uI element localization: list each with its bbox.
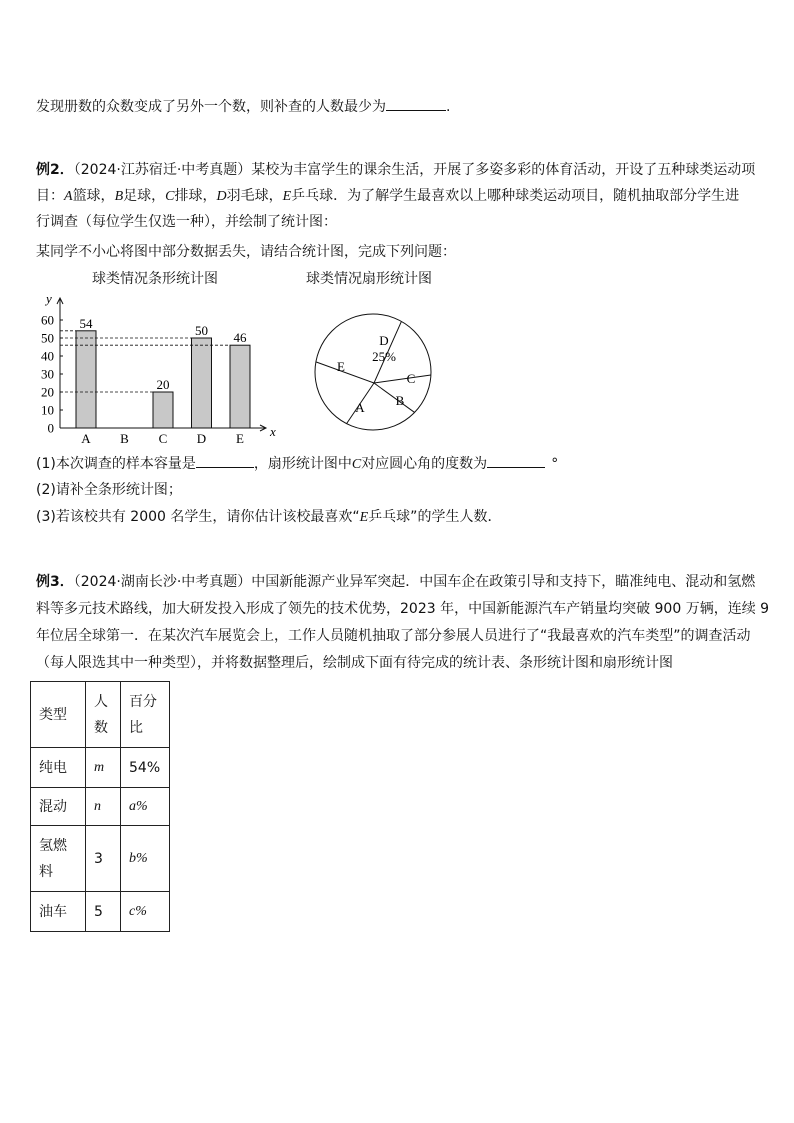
y-tick-label: 20	[41, 384, 54, 400]
table-cell: 混动	[31, 788, 86, 826]
example2-line4	[36, 242, 456, 262]
example3-text: 料等多元技术路线，加大研发投入形成了领先的技术优势，2023 年，中国新能源汽车产销量均突破 900 万辆，连续 9	[36, 601, 770, 617]
option-letter: E	[282, 189, 292, 204]
y-tick-label: 40	[41, 348, 54, 364]
bar-value-label: 54	[79, 315, 93, 331]
answer-blank[interactable]	[487, 453, 545, 468]
option-text: 排球，	[174, 188, 217, 204]
option-text: 乒乓球．为了解学生最喜欢以上哪种球类运动项目，随机抽取部分学生进	[291, 188, 740, 204]
pie-slice-label-b: B	[395, 393, 405, 408]
example2-text: 某同学不小心将图中部分数据丢失，请结合统计图，完成下列问题：	[36, 244, 456, 260]
y-tick-label: 30	[41, 366, 54, 382]
table-row	[31, 788, 170, 826]
bar-chart	[26, 288, 286, 448]
table-header-cell: 类型	[31, 682, 86, 748]
bar-d	[192, 338, 212, 428]
x-tick-label: C	[158, 431, 168, 446]
x-tick-label: A	[81, 431, 91, 446]
header-text: 百分比	[129, 693, 157, 736]
example2-source: （2024·江苏宿迁·中考真题）	[73, 162, 252, 178]
question-1	[36, 453, 558, 475]
table-cell: n	[86, 788, 121, 826]
x-axis-label: x	[270, 424, 276, 439]
pie-chart	[308, 307, 438, 437]
prev-question-end: .	[446, 99, 451, 115]
bar-value-label: 46	[233, 330, 247, 346]
y-tick-label: 0	[47, 420, 54, 436]
table-row	[31, 748, 170, 788]
example3-line4	[36, 653, 673, 673]
option-text: 足球，	[123, 188, 166, 204]
example3-line3	[36, 626, 751, 646]
x-tick-label: D	[196, 431, 207, 446]
table-cell: b%	[121, 826, 170, 892]
example2-line3	[36, 212, 337, 232]
question-text: 对应圆心角的度数为	[361, 456, 488, 472]
bar-chart-title: 球类情况条形统计图	[92, 271, 218, 287]
table-cell: 纯电	[31, 748, 86, 788]
example2-label: 例2．	[36, 162, 74, 178]
question-text: (2)请补全条形统计图；	[36, 482, 182, 498]
option-letter: D	[216, 189, 227, 204]
header-text: 人数	[94, 693, 108, 736]
option-letter: E	[359, 510, 369, 525]
table-cell: 油车	[31, 892, 86, 932]
pie-chart-title: 球类情况扇形统计图	[306, 271, 432, 287]
table-row	[31, 892, 170, 932]
y-tick-label: 60	[41, 312, 54, 328]
question-text: (3)若该校共有 2000 名学生，请你估计该校最喜欢“	[36, 509, 360, 525]
table-row	[31, 826, 170, 892]
bar-value-label: 20	[156, 377, 170, 392]
example2-text: 行调查（每位学生仅选一种），并绘制了统计图：	[36, 214, 337, 230]
example3-text: 中国新能源产业异军突起．中国车企在政策引导和支持下，瞄准纯电、混动和氢燃	[251, 574, 756, 590]
option-letter: A	[64, 189, 73, 204]
table-cell	[31, 826, 86, 892]
option-letter: C	[165, 189, 175, 204]
pie-slice-label-e: E	[337, 359, 345, 374]
example3-label: 例3．	[36, 574, 74, 590]
table-header-row	[31, 682, 170, 748]
question-3	[36, 507, 501, 528]
y-axis-label: y	[46, 291, 52, 306]
stats-table	[30, 681, 170, 932]
question-2	[36, 480, 182, 500]
pie-slice-label-c: C	[406, 371, 416, 386]
y-tick-label: 10	[41, 402, 54, 418]
table-cell: 54%	[121, 748, 170, 788]
table-cell: 3	[86, 826, 121, 892]
table-cell: a%	[121, 788, 170, 826]
example2-text: 某校为丰富学生的课余生活，开展了多姿多彩的体育活动，开设了五种球类运动项	[251, 162, 756, 178]
option-text: 羽毛球，	[226, 188, 283, 204]
bar-e	[230, 345, 250, 428]
example2-line1	[36, 160, 755, 180]
cell-text: 氢燃料	[39, 837, 67, 880]
example3-line1	[36, 572, 755, 592]
y-tick-label: 50	[41, 330, 54, 346]
table-header-cell	[86, 682, 121, 748]
degree-sign: °	[551, 456, 559, 472]
example2-line2	[36, 186, 739, 207]
bar-value-label: 50	[195, 323, 208, 338]
table-cell: 5	[86, 892, 121, 932]
option-letter: B	[114, 189, 124, 204]
table-header-cell	[121, 682, 170, 748]
example2-text: 目：	[36, 188, 64, 204]
option-text: 篮球，	[72, 188, 115, 204]
pie-slice-label-a: A	[355, 400, 365, 415]
answer-blank[interactable]	[196, 453, 254, 468]
answer-blank[interactable]	[386, 96, 446, 111]
x-tick-label: E	[236, 431, 244, 446]
example3-text: （每人限选其中一种类型），并将数据整理后，绘制成下面有待完成的统计表、条形统计图和扇形统计图	[36, 655, 673, 671]
example3-source: （2024·湖南长沙·中考真题）	[73, 574, 252, 590]
x-tick-label: B	[120, 431, 129, 446]
prev-question-text: 发现册数的众数变成了另外一个数，则补查的人数最少为	[36, 99, 386, 115]
prev-question-line	[36, 96, 450, 117]
question-text: (1)本次调查的样本容量是	[36, 456, 196, 472]
question-text: ，扇形统计图中	[253, 456, 352, 472]
example3-line2	[36, 599, 769, 619]
pie-slice-percent: 25%	[372, 349, 396, 364]
pie-slice-label-d: D	[379, 333, 389, 348]
example3-text: 年位居全球第一．在某次汽车展览会上，工作人员随机抽取了部分参展人员进行了“我最喜欢的汽车类型”的调查活动	[36, 628, 751, 644]
table-cell: m	[86, 748, 121, 788]
question-text: 乒乓球”的学生人数．	[368, 509, 502, 525]
bar-c	[153, 392, 173, 428]
table-cell: c%	[121, 892, 170, 932]
option-letter: C	[351, 457, 362, 472]
